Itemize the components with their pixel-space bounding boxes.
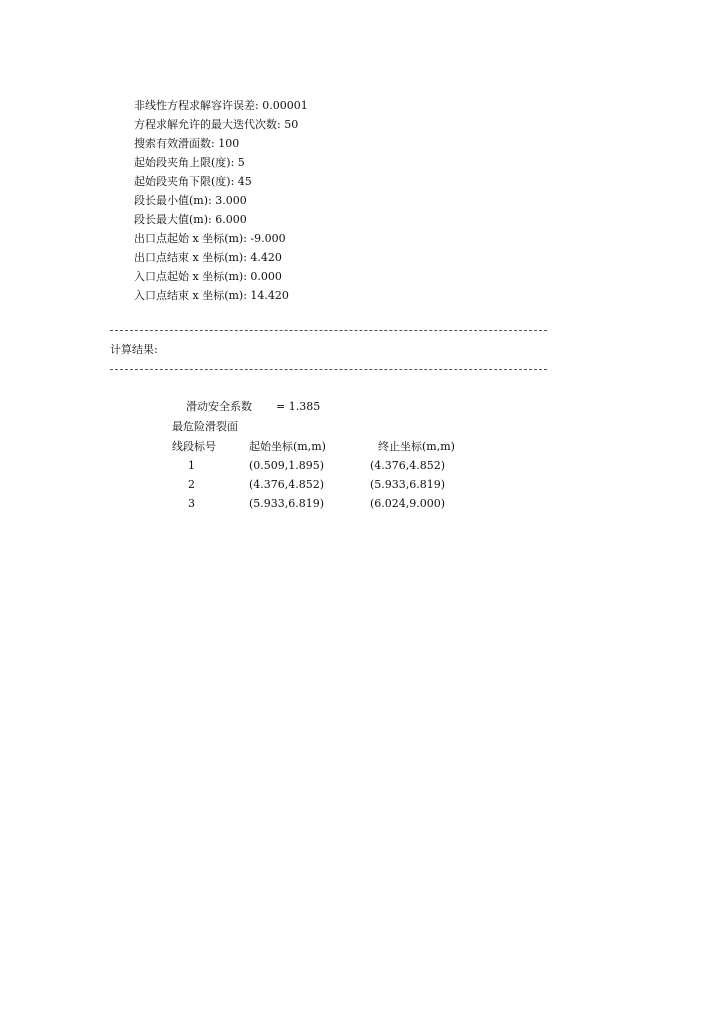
table-header-row xyxy=(172,437,490,456)
segment-start: (0.509,1.895) xyxy=(249,459,325,472)
param-max-iterations: 方程求解允许的最大迭代次数: 50 xyxy=(134,118,299,131)
factor-of-safety-label: 滑动安全系数 xyxy=(186,400,252,413)
header-start-coord: 起始坐标(m,m) xyxy=(249,440,326,453)
param-segment-max: 段长最大值(m): 6.000 xyxy=(134,213,247,226)
divider-bottom xyxy=(110,369,547,370)
divider-top xyxy=(110,330,547,331)
param-entry-start-x: 入口点起始 x 坐标(m): 0.000 xyxy=(134,270,282,283)
param-segment-min: 段长最小值(m): 3.000 xyxy=(134,194,247,207)
param-tolerance: 非线性方程求解容许误差: 0.00001 xyxy=(134,99,308,112)
param-angle-lower: 起始段夹角下限(度): 45 xyxy=(134,175,252,188)
critical-surface-title: 最危险滑裂面 xyxy=(172,420,238,433)
param-angle-upper: 起始段夹角上限(度): 5 xyxy=(134,156,245,169)
segment-start: (5.933,6.819) xyxy=(249,497,325,510)
segment-start: (4.376,4.852) xyxy=(249,478,325,491)
segment-id: 3 xyxy=(188,497,195,510)
factor-of-safety-value: = 1.385 xyxy=(276,400,321,413)
table-row xyxy=(172,475,490,494)
segment-id: 2 xyxy=(188,478,195,491)
header-end-coord: 终止坐标(m,m) xyxy=(378,440,455,453)
param-exit-end-x: 出口点结束 x 坐标(m): 4.420 xyxy=(134,251,282,264)
header-segment-id: 线段标号 xyxy=(172,440,216,453)
segment-end: (4.376,4.852) xyxy=(370,459,446,472)
table-row xyxy=(172,494,490,513)
param-search-surfaces: 搜索有效滑面数: 100 xyxy=(134,137,240,150)
results-heading: 计算结果: xyxy=(110,343,158,356)
segment-table xyxy=(172,437,490,513)
segment-end: (6.024,9.000) xyxy=(370,497,446,510)
segment-end: (5.933,6.819) xyxy=(370,478,446,491)
param-exit-start-x: 出口点起始 x 坐标(m): -9.000 xyxy=(134,232,286,245)
param-entry-end-x: 入口点结束 x 坐标(m): 14.420 xyxy=(134,289,289,302)
parameter-list xyxy=(134,96,308,305)
segment-id: 1 xyxy=(188,459,195,472)
table-row xyxy=(172,456,490,475)
